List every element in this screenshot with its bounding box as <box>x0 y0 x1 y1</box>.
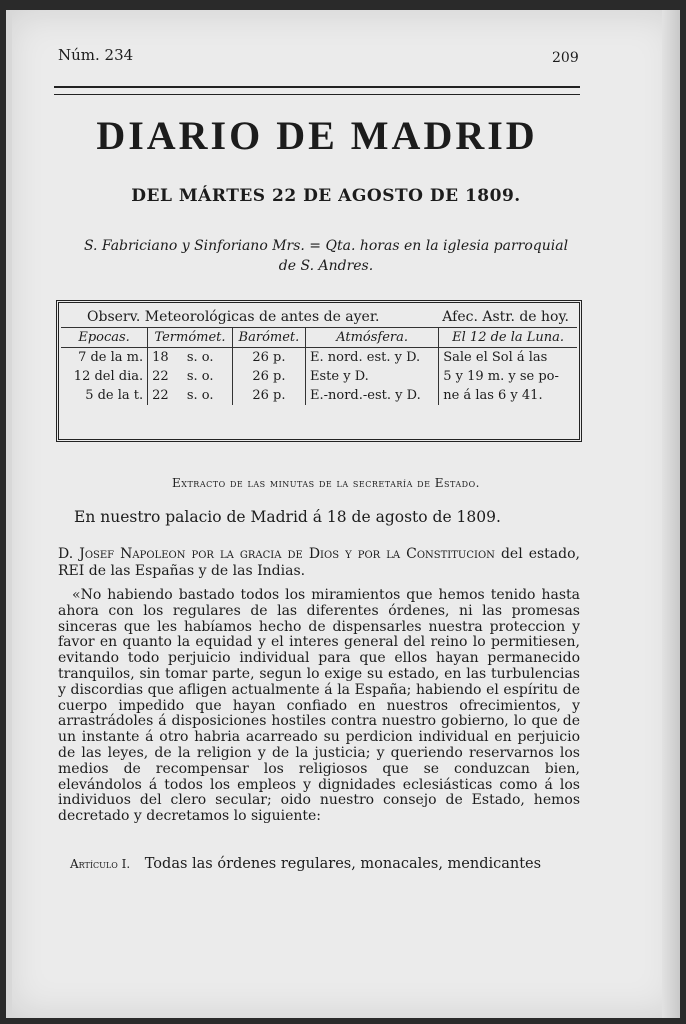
page-number: 209 <box>552 50 579 66</box>
weather-heading-right: Afec. Astr. de hoy. <box>442 309 569 325</box>
section-title: Extracto de las minutas de la secretaría de Estado. <box>172 476 480 490</box>
cell-term-unit: s. o. <box>186 369 214 384</box>
cell-atmosfera: E.-nord.-est. y D. <box>306 386 439 405</box>
newspaper-page <box>6 10 680 1018</box>
col-luna: El 12 de la Luna. <box>439 328 577 348</box>
cell-epoca: 5 de la t. <box>85 388 144 403</box>
weather-heading <box>61 305 577 327</box>
article-text: Todas las órdenes regulares, monacales, mendicantes <box>144 856 542 872</box>
weather-heading-left: Observ. Meteorológicas de antes de ayer. <box>87 309 380 325</box>
header-rule <box>54 86 580 95</box>
cell-barometro: 26 p. <box>232 386 305 405</box>
cell-term-unit: s. o. <box>186 388 214 403</box>
cell-atmosfera: E. nord. est. y D. <box>306 348 439 368</box>
weather-table-header <box>61 328 577 348</box>
cell-barometro: 26 p. <box>232 348 305 368</box>
weather-table <box>61 327 577 405</box>
cell-term-value: 22 <box>148 367 183 386</box>
decree-preamble <box>58 546 580 580</box>
col-atmosfera: Atmósfera. <box>306 328 439 348</box>
page-spine-shadow <box>662 10 680 1018</box>
weather-observations-box <box>56 300 582 442</box>
cell-atmosfera: Este y D. <box>306 367 439 386</box>
table-row <box>61 367 577 386</box>
cell-luna: Sale el Sol á las <box>439 348 577 368</box>
cell-term-value: 22 <box>148 386 183 405</box>
preamble-rest: del estado, REI de las Españas y de las Indias. <box>58 546 580 579</box>
col-termometro: Termómet. <box>148 328 233 348</box>
col-epocas: Epocas. <box>61 328 148 348</box>
issue-number: Núm. 234 <box>58 46 134 64</box>
decree-date-place: En nuestro palacio de Madrid á 18 de agosto de 1809. <box>74 508 501 526</box>
cell-luna: ne á las 6 y 41. <box>439 386 577 405</box>
table-row <box>61 386 577 405</box>
cell-barometro: 26 p. <box>232 367 305 386</box>
cell-luna: 5 y 19 m. y se po- <box>439 367 577 386</box>
article-one <box>70 856 578 872</box>
masthead-title: DIARIO DE MADRID <box>96 113 538 158</box>
cell-term-value: 18 <box>148 348 183 368</box>
cell-epoca: 12 del dia. <box>73 369 144 384</box>
decree-body: «No habiendo bastado todos los miramientos que hemos tenido hasta ahora con los regulares de las diferentes órdenes, ni las promesas sinceras que les habíamos hecho de dispensarles nuestra proteccion y favor en quanto la equidad y el interes general del reino lo permitiesen, evitando todo perjuicio individual para que ellos hayan permanecido tranquilos, sin tomar parte, segun lo exige su estado, en las turbulencias y discordias que afligen actualmente á la España; habiendo el espíritu de cuerpo impedido que hayan confiado en nuestros ofrecimientos, y arrastrádoles á disposiciones hostiles contra nuestro gobierno, lo que de un instante á otro habria acarreado su perdicion individual en perjuicio de las leyes, de la religion y de la justicia; y queriendo reservarnos los medios de recompensar los religiosos que se conduzcan bien, elevándolos á todos los empleos y dignidades eclesiásticas como á los individuos del clero secular; oido nuestro consejo de Estado, hemos decretado y decretamos lo siguiente: <box>58 587 580 825</box>
page-left-edge <box>6 10 12 1018</box>
col-barometro: Barómet. <box>232 328 305 348</box>
saints-of-the-day: S. Fabriciano y Sinforiano Mrs. = Qta. horas en la iglesia parroquial de S. Andres. <box>83 238 569 274</box>
table-row <box>61 348 577 368</box>
date-line: DEL MÁRTES 22 DE AGOSTO DE 1809. <box>131 186 521 206</box>
cell-epoca: 7 de la m. <box>78 350 144 365</box>
cell-term-unit: s. o. <box>186 350 214 365</box>
preamble-smallcaps: D. Josef Napoleon por la gracia de Dios y por la Constitucion <box>58 546 495 562</box>
article-label: Artículo I. <box>70 857 131 871</box>
